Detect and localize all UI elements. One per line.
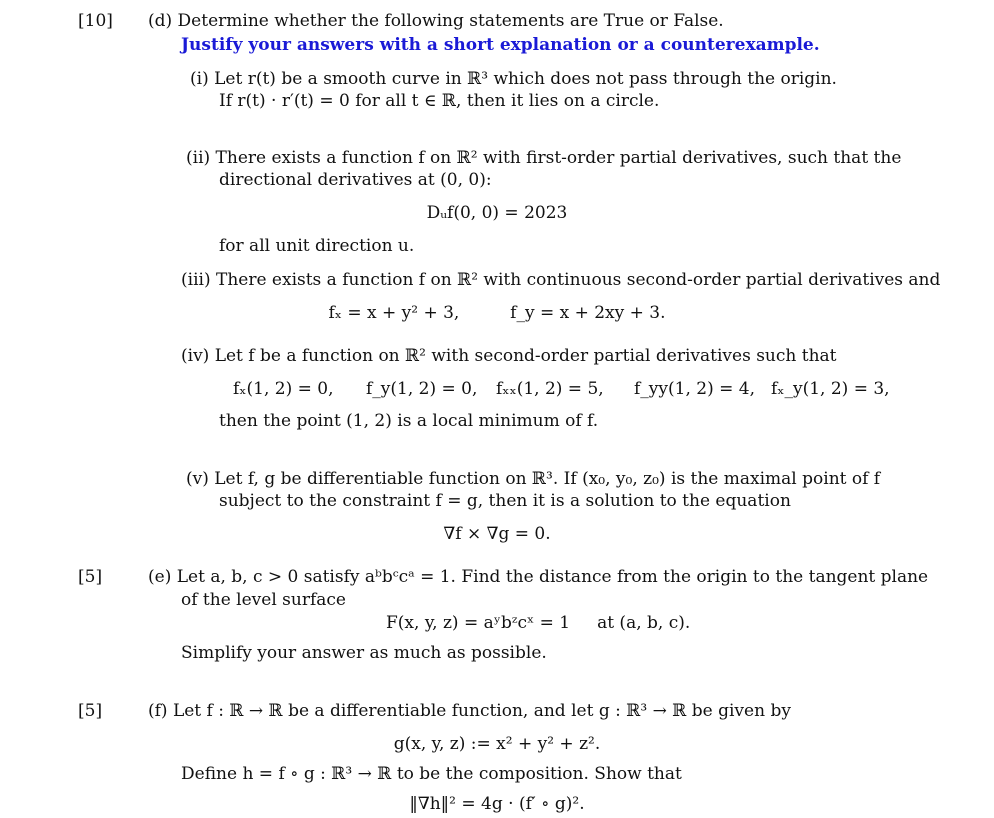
part-f-line2: Define h = f ∘ g : ℝ³ → ℝ to be the composition. Show that (181, 764, 682, 784)
part-d-heading: (d) Determine whether the following statements are True or False. (148, 11, 724, 31)
part-d-ii-equation: Dᵤf(0, 0) = 2023 (426, 203, 568, 223)
part-d-iv-c5: fₓ_y(1, 2) = 3, (771, 379, 890, 399)
part-e-line2: of the level surface (181, 590, 346, 610)
marks-d: [10] (78, 11, 113, 31)
part-d-iv-c1: fₓ(1, 2) = 0, (233, 379, 334, 399)
part-f-line1: (f) Let f : ℝ → ℝ be a differentiable function, and let g : ℝ³ → ℝ be given by (148, 701, 791, 721)
part-d-ii-line3: for all unit direction u. (219, 236, 415, 256)
part-d-ii-line1: (ii) There exists a function f on ℝ² with first-order partial derivatives, such that the (186, 148, 902, 168)
part-d-iii-eq1: fₓ = x + y² + 3, (328, 303, 460, 323)
part-d-v-equation: ∇f × ∇g = 0. (443, 524, 551, 544)
part-d-iv-c4: f_yy(1, 2) = 4, (634, 379, 755, 399)
part-d-iv-line1: (iv) Let f be a function on ℝ² with second-order partial derivatives such that (181, 346, 837, 366)
marks-f: [5] (78, 701, 103, 721)
part-d-instruction: Justify your answers with a short explanation or a counterexample. (181, 35, 820, 55)
part-e-line1: (e) Let a, b, c > 0 satisfy aᵇbᶜcᵃ = 1. Find the distance from the origin to the tangent plane (148, 567, 929, 587)
part-d-i-line2: If r(t) · r′(t) = 0 for all t ∈ ℝ, then it lies on a circle. (219, 91, 660, 111)
part-d-iv-c3: fₓₓ(1, 2) = 5, (496, 379, 604, 399)
part-d-iv-c2: f_y(1, 2) = 0, (366, 379, 478, 399)
marks-e: [5] (78, 567, 103, 587)
part-f-equation2: ‖∇h‖² = 4g · (f′ ∘ g)². (409, 794, 585, 814)
part-d-iii-equations (0, 302, 994, 324)
part-d-ii-line2: directional derivatives at (0, 0): (219, 170, 492, 190)
part-d-iii-line1: (iii) There exists a function f on ℝ² with continuous second-order partial derivatives and (181, 270, 941, 290)
part-d-iv-line2: then the point (1, 2) is a local minimum of f. (219, 411, 599, 431)
part-d-i-line1: (i) Let r(t) be a smooth curve in ℝ³ which does not pass through the origin. (190, 69, 837, 89)
part-d-iii-eq2: f_y = x + 2xy + 3. (510, 303, 666, 323)
part-e-line3: Simplify your answer as much as possible. (181, 643, 547, 663)
part-f-equation1: g(x, y, z) := x² + y² + z². (393, 734, 601, 754)
part-e-equation: F(x, y, z) = aʸbᶻcˣ = 1 at (a, b, c). (386, 613, 691, 633)
part-d-v-line2: subject to the constraint f = g, then it is a solution to the equation (219, 491, 791, 511)
part-d-v-line1: (v) Let f, g be differentiable function on ℝ³. If (x₀, y₀, z₀) is the maximal point of f (186, 469, 881, 489)
